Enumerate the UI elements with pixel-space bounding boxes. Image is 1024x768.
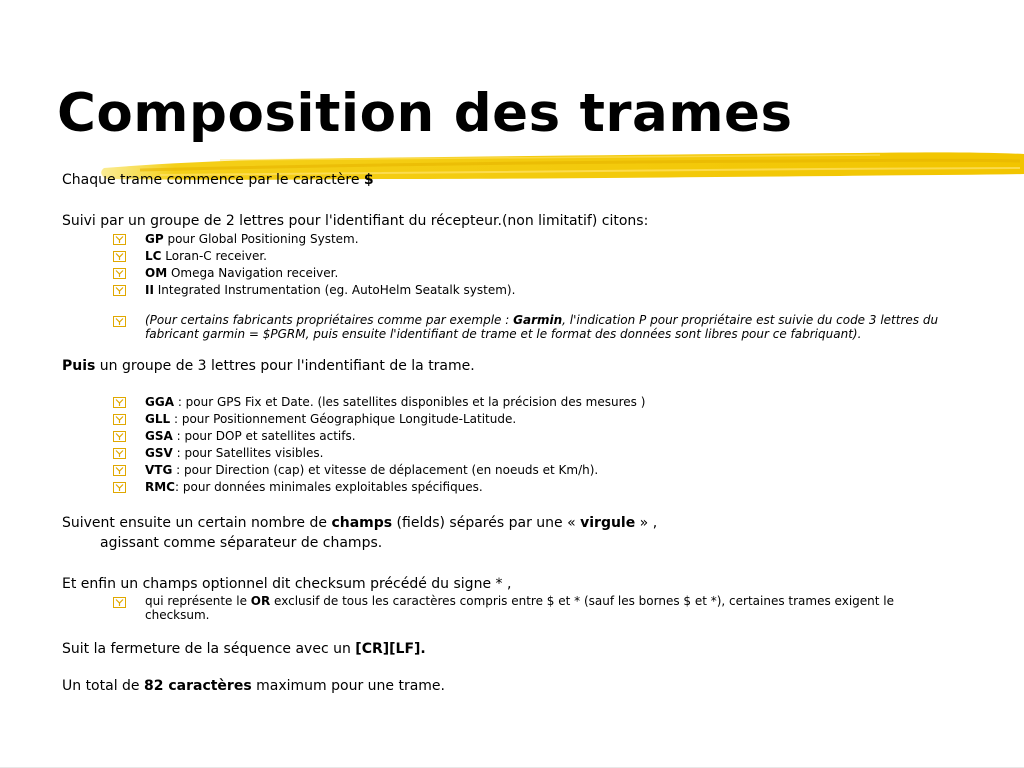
paragraph-total: Un total de 82 caractères maximum pour une trame.: [62, 678, 445, 694]
paragraph-fields-continued: agissant comme séparateur de champs.: [100, 535, 383, 551]
paragraph-checksum: Et enfin un champs optionnel dit checksum précédé du signe * ,: [62, 576, 512, 592]
list-item: VTG : pour Direction (cap) et vitesse de déplacement (en noeuds et Km/h).: [113, 462, 962, 479]
checkbox-y-icon: [113, 462, 145, 479]
checkbox-y-icon: [113, 313, 145, 341]
checkbox-y-icon: [113, 428, 145, 445]
paragraph-dollar: Chaque trame commence par le caractère $: [62, 172, 374, 188]
list-item: GSV : pour Satellites visibles.: [113, 445, 962, 462]
checksum-list: [62, 594, 962, 622]
slide-body: [62, 170, 962, 696]
checkbox-y-icon: [113, 445, 145, 462]
checkbox-y-icon: [113, 411, 145, 428]
checkbox-y-icon: [113, 594, 145, 622]
list-item: OM Omega Navigation receiver.: [113, 265, 962, 282]
list-item: RMC: pour données minimales exploitables spécifiques.: [113, 479, 962, 496]
identifier-list: [62, 231, 962, 341]
checkbox-y-icon: [113, 479, 145, 496]
list-item: GSA : pour DOP et satellites actifs.: [113, 428, 962, 445]
list-item: GP pour Global Positioning System.: [113, 231, 962, 248]
paragraph-identifier: Suivi par un groupe de 2 lettres pour l'identifiant du récepteur.(non limitatif) citons:: [62, 213, 649, 229]
list-item-garmin-note: (Pour certains fabricants propriétaires comme par exemple : Garmin, l'indication P pour propriétaire est suivie du code 3 lettres du fabricant garmin = $PGRM, puis ensuite l'identifiant de trame et le format des données sont libres pour ce fabriquant).: [113, 313, 962, 341]
checkbox-y-icon: [113, 231, 145, 248]
slide-title: Composition des trames: [57, 83, 793, 144]
checkbox-y-icon: [113, 265, 145, 282]
checkbox-y-icon: [113, 282, 145, 299]
checkbox-y-icon: [113, 394, 145, 411]
paragraph-crlf: Suit la fermeture de la séquence avec un [CR][LF].: [62, 641, 426, 657]
frame-list: [62, 394, 962, 496]
list-item: qui représente le OR exclusif de tous les caractères compris entre $ et * (sauf les bornes $ et *), certaines trames exigent le checksum.: [113, 594, 962, 622]
paragraph-fields: Suivent ensuite un certain nombre de champs (fields) séparés par une « virgule » ,: [62, 515, 658, 531]
paragraph-puis: Puis un groupe de 3 lettres pour l'indentifiant de la trame.: [62, 358, 475, 374]
list-item: GLL : pour Positionnement Géographique Longitude-Latitude.: [113, 411, 962, 428]
list-item: GGA : pour GPS Fix et Date. (les satellites disponibles et la précision des mesures ): [113, 394, 962, 411]
list-item: II Integrated Instrumentation (eg. AutoHelm Seatalk system).: [113, 282, 962, 299]
list-item: LC Loran-C receiver.: [113, 248, 962, 265]
checkbox-y-icon: [113, 248, 145, 265]
